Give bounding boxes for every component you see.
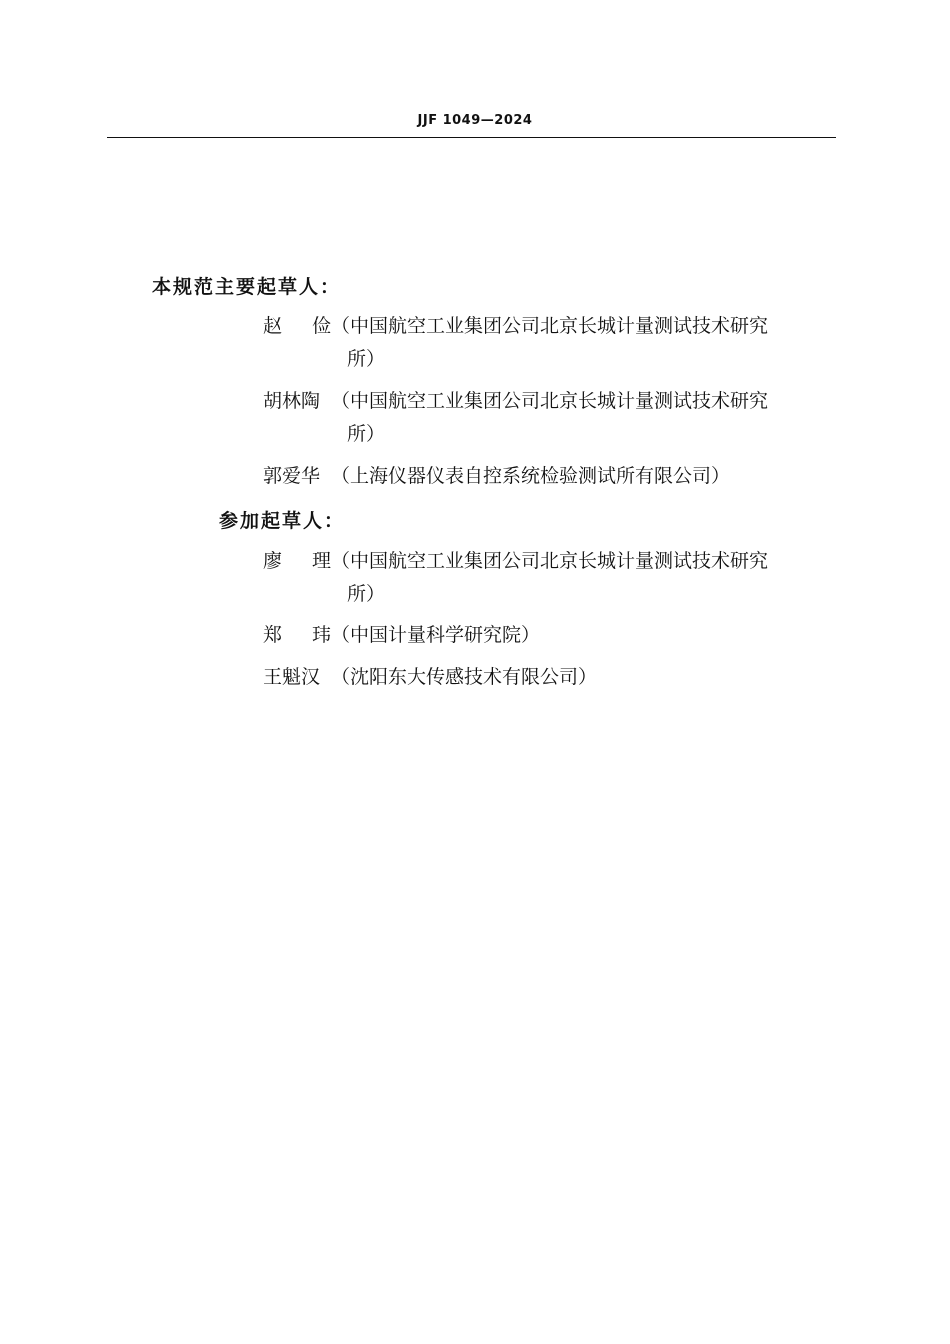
drafter-name: 廖 理: [263, 550, 331, 572]
main-drafter-entry-2: [263, 385, 792, 451]
drafter-name: 赵 俭: [263, 315, 331, 337]
participating-drafter-entry-2: [263, 619, 792, 652]
drafter-affiliation: （中国航空工业集团公司北京长城计量测试技术研究所）: [331, 390, 769, 445]
participating-drafter-entry-1: [263, 545, 792, 611]
document-code-header: JJF 1049—2024: [417, 113, 533, 128]
drafter-affiliation: （中国航空工业集团公司北京长城计量测试技术研究所）: [331, 550, 769, 605]
drafter-affiliation: （中国航空工业集团公司北京长城计量测试技术研究所）: [331, 315, 769, 370]
drafter-affiliation: （中国计量科学研究院）: [331, 624, 541, 646]
drafter-name: 王魁汉: [263, 666, 321, 688]
drafter-name: 郑 玮: [263, 624, 331, 646]
drafter-name: 郭爱华: [263, 465, 321, 487]
drafter-name: 胡林陶: [263, 390, 321, 412]
participating-drafter-entry-3: [263, 661, 792, 694]
main-drafter-entry-3: [263, 460, 792, 493]
participating-drafters-heading: 参加起草人：: [219, 510, 346, 532]
main-drafter-entry-1: [263, 310, 792, 376]
header-divider: [107, 137, 836, 138]
drafter-affiliation: （上海仪器仪表自控系统检验测试所有限公司）: [331, 465, 731, 487]
drafter-affiliation: （沈阳东大传感技术有限公司）: [331, 666, 598, 688]
main-drafters-heading: 本规范主要起草人：: [152, 276, 342, 298]
